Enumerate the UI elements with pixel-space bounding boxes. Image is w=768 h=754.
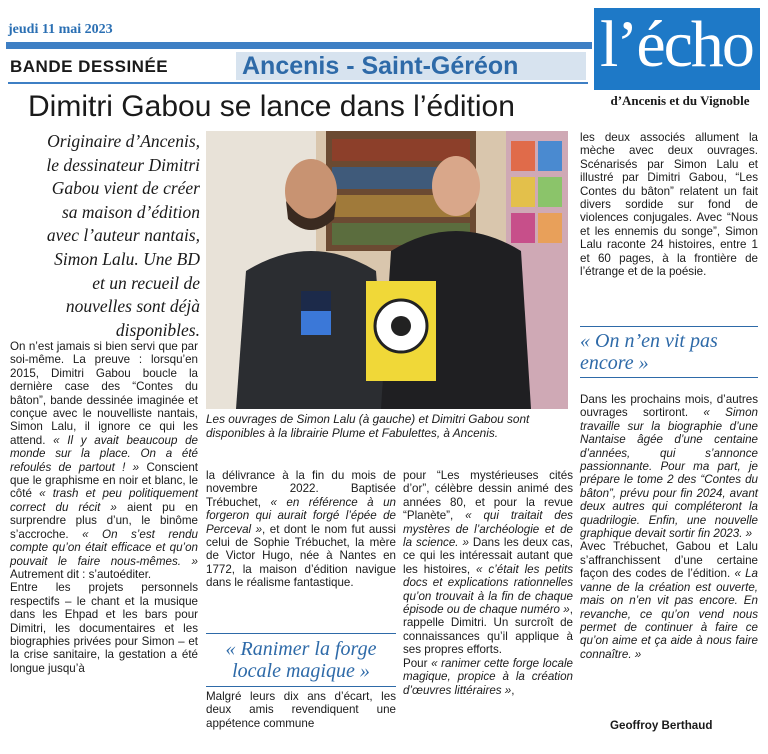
col2-text: la délivrance à la fin du mois de novembre 2022. Baptisée Trébuchet, bbox=[206, 469, 396, 509]
article-photo bbox=[206, 131, 568, 409]
col3-text: Pour bbox=[403, 656, 428, 670]
photo-caption: Les ouvrages de Simon Lalu (à gauche) et Dimitri Gabou sont disponibles à la librairie Plume et Fabulettes, à Ancenis. bbox=[206, 412, 530, 440]
col4-quote: « La vanne de la création est ouverte, mais on n’en vit pas encore. En revanche, ce qu’on vend nous permet de continuer à faire ce qu’on aime et ça aide à nous faire connaître. » bbox=[580, 567, 758, 661]
author-signature: Geoffroy Berthaud bbox=[610, 719, 713, 732]
col1-text: Conscient que le graphisme en noir et blanc, le côté bbox=[10, 460, 198, 501]
photo-illustration bbox=[206, 131, 568, 409]
article-headline: Dimitri Gabou se lance dans l’édition bbox=[28, 90, 515, 123]
article-column-1 bbox=[10, 340, 198, 675]
article-column-4 bbox=[580, 131, 758, 278]
article-column-3 bbox=[403, 469, 573, 697]
col3-quote: « ranimer cette forge locale magique, propice à la création d’œuvres littéraires » bbox=[403, 656, 573, 697]
city-banner bbox=[236, 52, 586, 80]
col4-quote: « Simon travaille sur la biographie d’une Nantaise âgée d’une centaine d’années, qui s’annonce passionnante. Pour ma part, je prépare le tome 2 des “Contes du bâton”, prévu pour fin 2024, avant deux autres qui compléteront la quadrilogie. Enfin, une nouvelle graphique devait sortir fin 2023. » bbox=[580, 406, 758, 541]
article-column-4-continued bbox=[580, 393, 758, 661]
article-column-2-end bbox=[206, 690, 396, 730]
article-lead: Originaire d’Ancenis, le dessinateur Dimitri Gabou vient de créer sa maison d’édition avec l’auteur nantais, Simon Lalu. Une BD et un recueil de nouvelles sont déjà disponibles. bbox=[46, 131, 200, 340]
newspaper-logo bbox=[594, 8, 760, 90]
col3-quote: « c’était les petits docs et explications rationnelles qu’on trouvait à la fin de chaque épisode ou de chaque numéro » bbox=[403, 562, 573, 617]
col1-quote: « Il y avait beaucoup de monde sur la place. On a été refoulés de partout ! » bbox=[10, 433, 198, 474]
article-column-2 bbox=[206, 469, 396, 590]
pull-quote-vit: « On n’en vit pas encore » bbox=[580, 326, 758, 378]
col2-quote: « en référence à un forgeron qui aurait forgé l’épée de Perceval » bbox=[206, 495, 396, 536]
issue-date: jeudi 11 mai 2023 bbox=[8, 22, 113, 37]
col1-paragraph: Entre les projets personnels respectifs – le chant et la musique dans les Ehpad et les bars pour Dimitri, les documentaires et les biographies privées pour Simon – et la crise sanitaire, la gestation a été longue jusqu’à bbox=[10, 581, 198, 675]
col3-quote: « qui traitait des mystères de l’archéologie et de la science. » bbox=[403, 509, 573, 550]
logo-subtitle: d’Ancenis et du Vignoble bbox=[610, 93, 750, 108]
col1-quote: « On s’est rendu compte qu’on était efficace et qu’on pouvait le faire nous-mêmes. » bbox=[10, 527, 198, 568]
col1-text: On n’est jamais si bien servi que par soi-même. La preuve : lorsqu’en 2015, Dimitri Gabou boucle la dernière case des “Contes du bâton”, bande dessinée imaginée et conçue avec le nouvelliste nantais, Simon Lalu, il ignore ce qui les attend. bbox=[10, 340, 198, 447]
col3-text: pour “Les mystérieuses cités d’or”, célèbre dessin animé des années 80, et pour la revue “Planète”, bbox=[403, 469, 573, 523]
col3-text: , rappelle Dimitri. Un surcroît de connaissances qu’il applique à ses propres efforts. bbox=[403, 603, 573, 657]
col1-text: aient pu en surprendre plus d’un, le binôme s’accroche. bbox=[10, 500, 198, 541]
col2-text: , et dont le nom fut aussi celui de Sophie Trébuchet, la mère de Victor Hugo, née à Nantes en 1772, la maison d’édition navigue dans le réalisme fantastique. bbox=[206, 522, 396, 590]
col1-quote: « trash et peu politiquement correct du récit » bbox=[10, 487, 198, 514]
col3-text: , bbox=[511, 683, 515, 697]
section-rubric: BANDE DESSINÉE bbox=[10, 57, 169, 76]
col1-text: Autrement dit : s’autoéditer. bbox=[10, 567, 152, 581]
col3-text: Dans les deux cas, ce qui les intéressait autant que les histoires, bbox=[403, 536, 573, 576]
city-name: Ancenis - Saint-Géréon bbox=[242, 52, 519, 80]
col4-paragraph: les deux associés allument la mèche avec deux ouvrages. Scénarisés par Simon Lalu et illustré par Dimitri Gabou, “Les Contes du bâton” relatent un fait divers sordide sur fond de violences conjugales. Avec “Nous et les ennemis du songe”, Simon Lalu raconte 24 histoires, entre 1 et 60 pages, à la frontière de l’étrange et de la poésie. bbox=[580, 131, 758, 279]
header-underline bbox=[8, 82, 588, 84]
logo-title: l’écho bbox=[600, 8, 753, 81]
col2-paragraph-end: Malgré leurs dix ans d’écart, les deux amis revendiquent une appétence commune bbox=[206, 690, 396, 730]
header-rule bbox=[6, 42, 592, 49]
col4-text: Dans les prochains mois, d’autres ouvrages sortiront. bbox=[580, 393, 758, 420]
col4-text: Avec Trébuchet, Gabou et Lalu s’affranchissent d’une certaine façon des codes de l’édition. bbox=[580, 540, 758, 581]
pull-quote-forge: « Ranimer la forge locale magique » bbox=[206, 633, 396, 687]
